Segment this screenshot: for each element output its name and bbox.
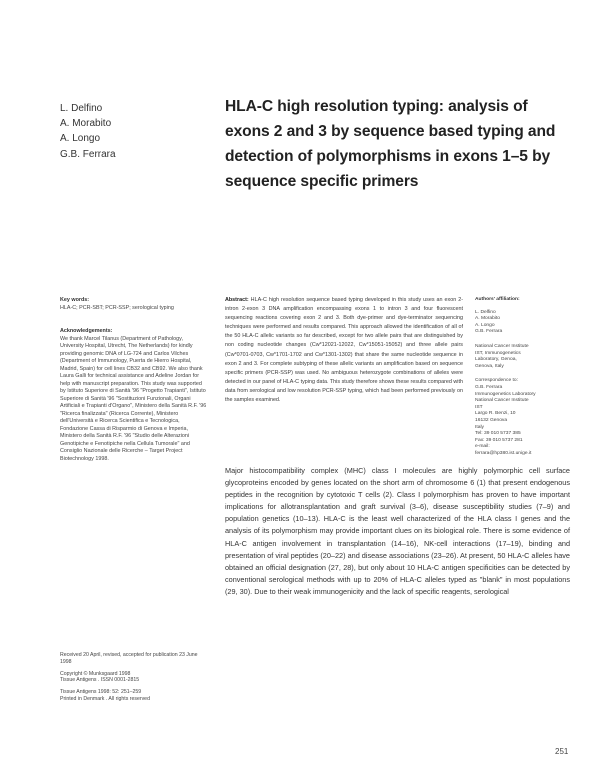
correspondence-line: e-mail: [475, 444, 490, 450]
affil-address: IST, Immunogenetics [475, 350, 521, 356]
affil-name: A. Morabito [475, 316, 501, 322]
affil-name: G.B. Ferrara [475, 329, 503, 335]
correspondence-email: ferrara@hp380.ist.unige.it [475, 450, 532, 456]
affiliation-box [475, 297, 575, 457]
page-number: 251 [555, 747, 569, 756]
affiliation-label: Authors' affiliation: [475, 297, 520, 302]
acknowledgements-label: Acknowledgements: [60, 328, 113, 334]
affil-name: A. Longo [475, 322, 495, 328]
abstract-text: HLA-C high resolution sequence based typing developed in this study uses an exon 2-intron 2-exon 3 DNA amplification encompassing exons 1 to intron 3 and four fluorescent sequencing reactions covering exon 2 and 3. Both dye-primer and dye-terminator sequencing techniques were performed and results compared. This approach allowed the identification of all of the 50 HLA-C allelic variants so far described, except for two allele pairs that are distinguished by non coding nucleotide changes (Cw*12021-12022, Cw*15051-15052) and three allele pairs (Cw*0701-0703, Cw*1701-1702 and Cw*1301-1302) that share the same nucleotide sequence in exon 2 and 3. For complete subtyping of these allelic variants an amplification based on sequence specific primers (PCR-SSP) was used. No ambiguous heterozygote combinations of alleles were detected in our panel of HLA-C typing data. This study therefore shows these results compared with data from serological and low resolution PCR-SSP typing, which had been performed previously on the samples examined. [225, 297, 464, 404]
correspondence-line: Fax: 39 010 5737 281 [475, 437, 523, 443]
affil-name: L. Delfino [475, 309, 496, 315]
author-list [60, 101, 116, 162]
correspondence-line: G.B. Ferrara [475, 384, 503, 390]
author-name: A. Morabito [60, 118, 112, 130]
received-date: Received 20 April, revised, accepted for publication 23 June 1998 [60, 652, 198, 665]
correspondence-label: Correspondence to: [475, 378, 518, 384]
acknowledgements-text: We thank Marcel Tilanus (Department of Pathology, University Hospital, Utrecht, The Netherlands) for kindly providing genomic DNA of LG-724 and Carlos Vilches (Department of Immunology, Puerta de Hierro Hospital, Madrid, Spain) for cell lines CB32 and CB92. We also thank Laura Galli for technical assistance and Adeline Jordan for help with manuscript preparation. This study was supported by Istituto Superiore di Sanità '96 "Progetto Trapianti", Istituto Superiore di Sanità '96 "Sostituzioni Funzionali, Organi Artificiali e Trapianti d'Organo", Ministero della Sanità R.F. '96 "Ricerca finalizzata" (Ricerca Corrente), Ministero dell'Università e Ricerca Scientifica e Tecnologica, Fondazione Cassa di Risparmio di Genova e Imperia, Ministero della Sanità R.F. '96 "Studio delle Alterazioni Genotipiche e Fenotipiche nella Cellula Tumorale" and Consiglio Nazionale delle Ricerche – Target Project Biotechnology 1998. [60, 335, 207, 462]
paper-title: HLA-C high resolution typing: analysis of exons 2 and 3 by sequence based typing and detection of polymorphisms in exons 1–5 by sequence specific primers [225, 98, 556, 190]
rights: Printed in Denmark . All rights reserved [60, 695, 150, 702]
citation: Tissue Antigens 1998: 52: 251–259 [60, 689, 142, 696]
affil-address: National Cancer Institute [475, 343, 529, 349]
author-name: A. Longo [60, 133, 101, 145]
body-text: Major histocompatibility complex (MHC) class I molecules are highly polymorphic cell surface glycoproteins encoded by genes located on the short arm of chromosome 6 (1) that present endogenous peptides in the recognition by cytotoxic T cells (2). Class I polymorphism has proven to have important implications for allotransplantation and graft survival (3–6), disease susceptibility studies (7–9) and population genetics (10–13). HLA-C is the least well characterized of the HLA class I genes and the analysis of its polymorphism may provide important clues on its biological role. There is some evidence of HLA-C antigen involvement in transplantation (14–16), NK-cell interactions (17–19), binding and presentation of viral peptides (20–22) and disease associations (23–26). At present, 50 HLA-C alleles have obtained an official designation (27, 28), but only about 10 HLA-C antigen specificities can be detected by conventional serological methods with up to 20% of HLA-C alleles typed as "blank" in most populations (29, 30). Due to their weak immunogenicity and the lack of specific reagents, serological [225, 466, 570, 596]
keywords-text: HLA-C; PCR-SBT; PCR-SSP; serological typing [60, 304, 174, 311]
affil-address: Laboratory, Genoa, [475, 357, 517, 363]
correspondence-line: IST [475, 404, 483, 410]
abstract [225, 296, 463, 405]
author-name: G.B. Ferrara [60, 148, 116, 160]
keywords-label: Key words: [60, 297, 90, 303]
issn: Tissue Antigens . ISSN 0001-2815 [60, 677, 140, 684]
copyright: Copyright © Munksgaard 1998 [60, 670, 131, 677]
author-name: L. Delfino [60, 103, 103, 114]
correspondence-line: Immunogenetics Laboratory [475, 391, 536, 397]
correspondence-line: Largo R. Benzi, 10 [475, 411, 516, 417]
abstract-label: Abstract: [225, 297, 249, 303]
correspondence-line: Italy [475, 424, 484, 430]
publication-dates [60, 652, 200, 703]
left-sidebar [60, 297, 208, 463]
correspondence-line: 16132 Genova [475, 417, 508, 423]
correspondence-line: Tel: 39 010 5737 385 [475, 431, 521, 437]
correspondence-line: National Cancer Institute [475, 398, 529, 404]
affil-address: Genova, Italy [475, 363, 504, 369]
